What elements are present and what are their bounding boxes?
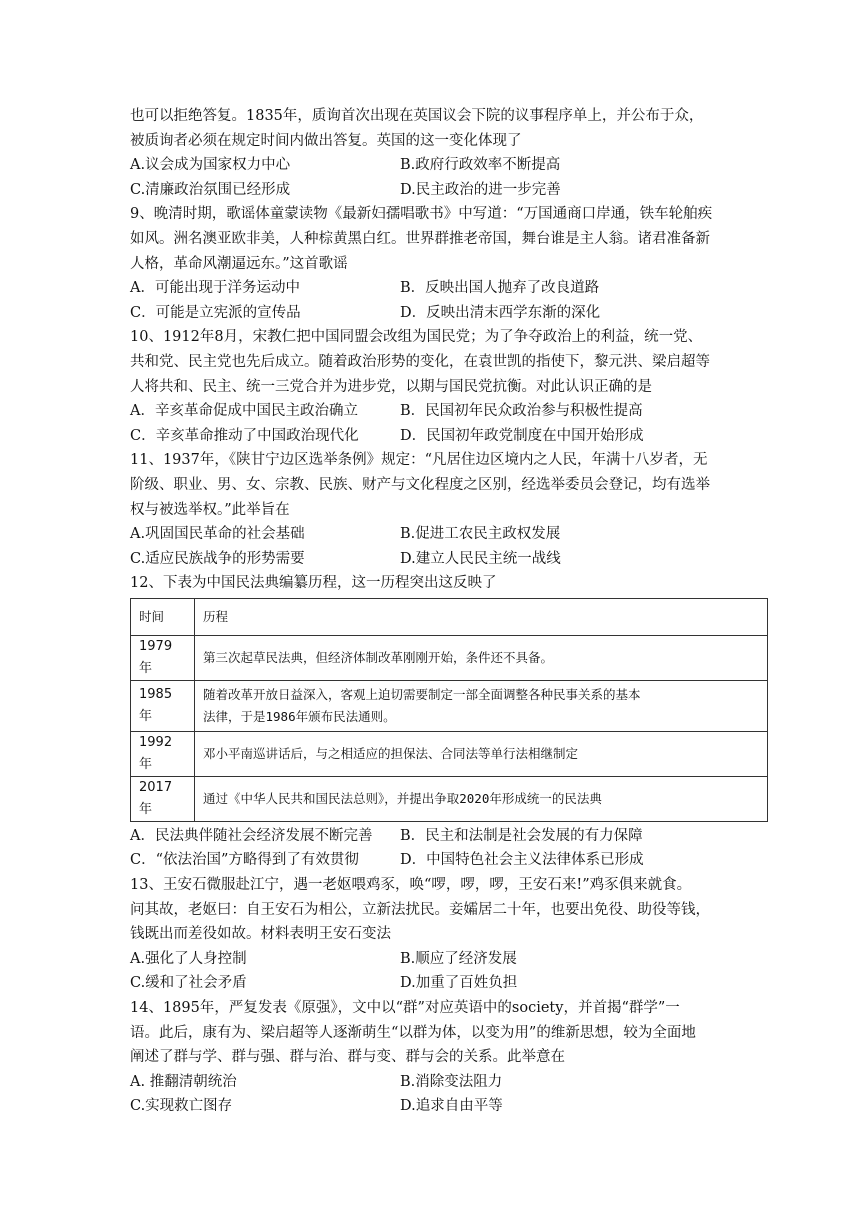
q14-option-d: D.追求自由平等 <box>400 1098 503 1115</box>
q11-option-d: D.建立人民民主统一战线 <box>400 550 561 567</box>
q9-option-d: D．反映出清末西学东渐的深化 <box>400 304 601 321</box>
q9-option-a: A．可能出现于洋务运动中 <box>130 280 300 297</box>
q9-stem-line: 9、晚清时期，歌谣体童蒙读物《最新妇孺唱歌书》中写道：“万国通商口岸通，铁车轮舶疾 <box>130 206 713 223</box>
q8-options-row <box>130 178 770 203</box>
q8-option-d: D.民主政治的进一步完善 <box>400 181 561 198</box>
q14-stem-line: 语。此后，康有为、梁启超等人逐渐萌生“以群为体，以变为用”的维新思想，较为全面地 <box>130 1024 696 1041</box>
q12-option-d: D．中国特色社会主义法律体系已形成 <box>400 852 644 869</box>
q11-options-row <box>130 547 770 572</box>
q9-options-row <box>130 301 770 326</box>
q8-option-b: B.政府行政效率不断提高 <box>400 157 561 174</box>
q12-options-row <box>130 824 770 849</box>
civil-code-history-table <box>130 598 768 822</box>
q8-stem-line: 也可以拒绝答复。1835年，质询首次出现在英国议会下院的议事程序单上，并公布于众， <box>130 108 704 124</box>
q12-option-b: B．民主和法制是社会发展的有力保障 <box>400 827 643 844</box>
q9-option-c: C．可能是立宪派的宣传品 <box>130 304 301 321</box>
q10-options-row <box>130 399 770 424</box>
table-cell-text <box>195 680 768 731</box>
table-header-time: 时间 <box>131 598 195 635</box>
q10-option-b: B．民国初年民众政治参与积极性提高 <box>400 403 643 420</box>
q14-option-b: B.消除变法阻力 <box>400 1073 503 1090</box>
table-row <box>131 731 768 776</box>
table-cell-year: 1992 年 <box>131 731 195 776</box>
table-cell-year: 1985 年 <box>131 680 195 731</box>
q12-option-c: C．“依法治国”方略得到了有效贯彻 <box>130 852 359 869</box>
q13-option-c: C.缓和了社会矛盾 <box>130 975 247 992</box>
table-header-row <box>131 598 768 635</box>
q9-stem-line: 如风。洲名澳亚欧非美，人种棕黄黑白红。世界群推老帝国，舞台谁是主人翁。诸君准备新 <box>130 230 710 247</box>
q8-option-c: C.清廉政治氛围已经形成 <box>130 181 291 198</box>
q9-options-row <box>130 276 770 301</box>
q10-options-row <box>130 424 770 449</box>
table-row <box>131 776 768 821</box>
q8-options-row <box>130 153 770 178</box>
table-cell-text: 邓小平南巡讲话后，与之相适应的担保法、合同法等单行法相继制定 <box>195 731 768 776</box>
q9-option-b: B．反映出国人抛弃了改良道路 <box>400 280 600 297</box>
table-cell-text: 通过《中华人民共和国民法总则》，并提出争取2020年形成统一的民法典 <box>195 776 768 821</box>
q14-stem-line: 阐述了群与学、群与强、群与治、群与变、群与会的关系。此举意在 <box>130 1049 565 1066</box>
q13-stem-line: 钱既出而差役如故。材料表明王安石变法 <box>130 926 391 943</box>
table-cell-text-line: 随着改革开放日益深入，客观上迫切需要制定一部全面调整各种民事关系的基本 <box>203 686 641 702</box>
table-cell-text-line: 法律，于是1986年颁布民法通则。 <box>203 708 396 724</box>
q11-option-a: A.巩固国民革命的社会基础 <box>130 526 305 543</box>
table-row <box>131 680 768 731</box>
q13-option-d: D.加重了百姓负担 <box>400 975 518 992</box>
q14-options-row <box>130 1070 770 1095</box>
q14-stem-line: 14、1895年，严复发表《原强》，文中以“群”对应英语中的society，并首揭“群学”一 <box>130 1000 680 1017</box>
q13-option-a: A.强化了人身控制 <box>130 950 247 967</box>
q13-option-b: B.顺应了经济发展 <box>400 950 517 967</box>
q14-option-a: A. 推翻清朝统治 <box>130 1073 237 1090</box>
exam-page <box>130 104 770 1119</box>
q11-stem-line: 权与被选举权。”此举旨在 <box>130 501 290 518</box>
q10-stem-line: 10、1912年8月，宋教仁把中国同盟会改组为国民党；为了争夺政治上的利益，统一党、 <box>130 329 703 346</box>
q13-stem-line: 13、王安石微服赴江宁，遇一老妪喂鸡豕，唤“啰，啰，啰，王安石来!”鸡豕俱来就食。 <box>130 877 692 894</box>
q11-stem-line: 11、1937年，《陕甘宁边区选举条例》规定：“凡居住边区境内之人民，年满十八岁者，无 <box>130 452 708 469</box>
table-row <box>131 635 768 680</box>
q10-stem-line: 人将共和、民主、统一三党合并为进步党，以期与国民党抗衡。对此认识正确的是 <box>130 378 652 395</box>
q8-stem-line: 被质询者必须在规定时间内做出答复。英国的这一变化体现了 <box>130 132 522 149</box>
q12-options-row <box>130 848 770 873</box>
q14-options-row <box>130 1094 770 1119</box>
q10-option-c: C．辛亥革命推动了中国政治现代化 <box>130 427 359 444</box>
table-cell-year: 2017 年 <box>131 776 195 821</box>
q10-option-d: D．民国初年政党制度在中国开始形成 <box>400 427 644 444</box>
table-cell-year: 1979 年 <box>131 635 195 680</box>
table-header-process: 历程 <box>195 598 768 635</box>
q9-stem-line: 人格，革命风潮逼远东。”这首歌谣 <box>130 255 348 272</box>
q11-option-c: C.适应民族战争的形势需要 <box>130 550 305 567</box>
q13-options-row <box>130 947 770 972</box>
q12-stem-line: 12、下表为中国民法典编纂历程，这一历程突出这反映了 <box>130 575 497 592</box>
q12-option-a: A．民法典伴随社会经济发展不断完善 <box>130 827 373 844</box>
q10-stem-line: 共和党、民主党也先后成立。随着政治形势的变化，在袁世凯的指使下，黎元洪、梁启超等 <box>130 353 710 370</box>
q11-stem-line: 阶级、职业、男、女、宗教、民族、财产与文化程度之区别，经选举委员会登记，均有选举 <box>130 476 710 493</box>
q11-options-row <box>130 522 770 547</box>
q8-option-a: A.议会成为国家权力中心 <box>130 157 291 174</box>
q13-stem-line: 问其故，老妪曰：自王安石为相公，立新法扰民。妾孀居二十年，也要出免役、助役等钱， <box>130 901 710 918</box>
q13-options-row <box>130 971 770 996</box>
table-cell-text: 第三次起草民法典，但经济体制改革刚刚开始，条件还不具备。 <box>195 635 768 680</box>
q10-option-a: A．辛亥革命促成中国民主政治确立 <box>130 403 358 420</box>
q11-option-b: B.促进工农民主政权发展 <box>400 526 561 543</box>
q14-option-c: C.实现救亡图存 <box>130 1098 233 1115</box>
